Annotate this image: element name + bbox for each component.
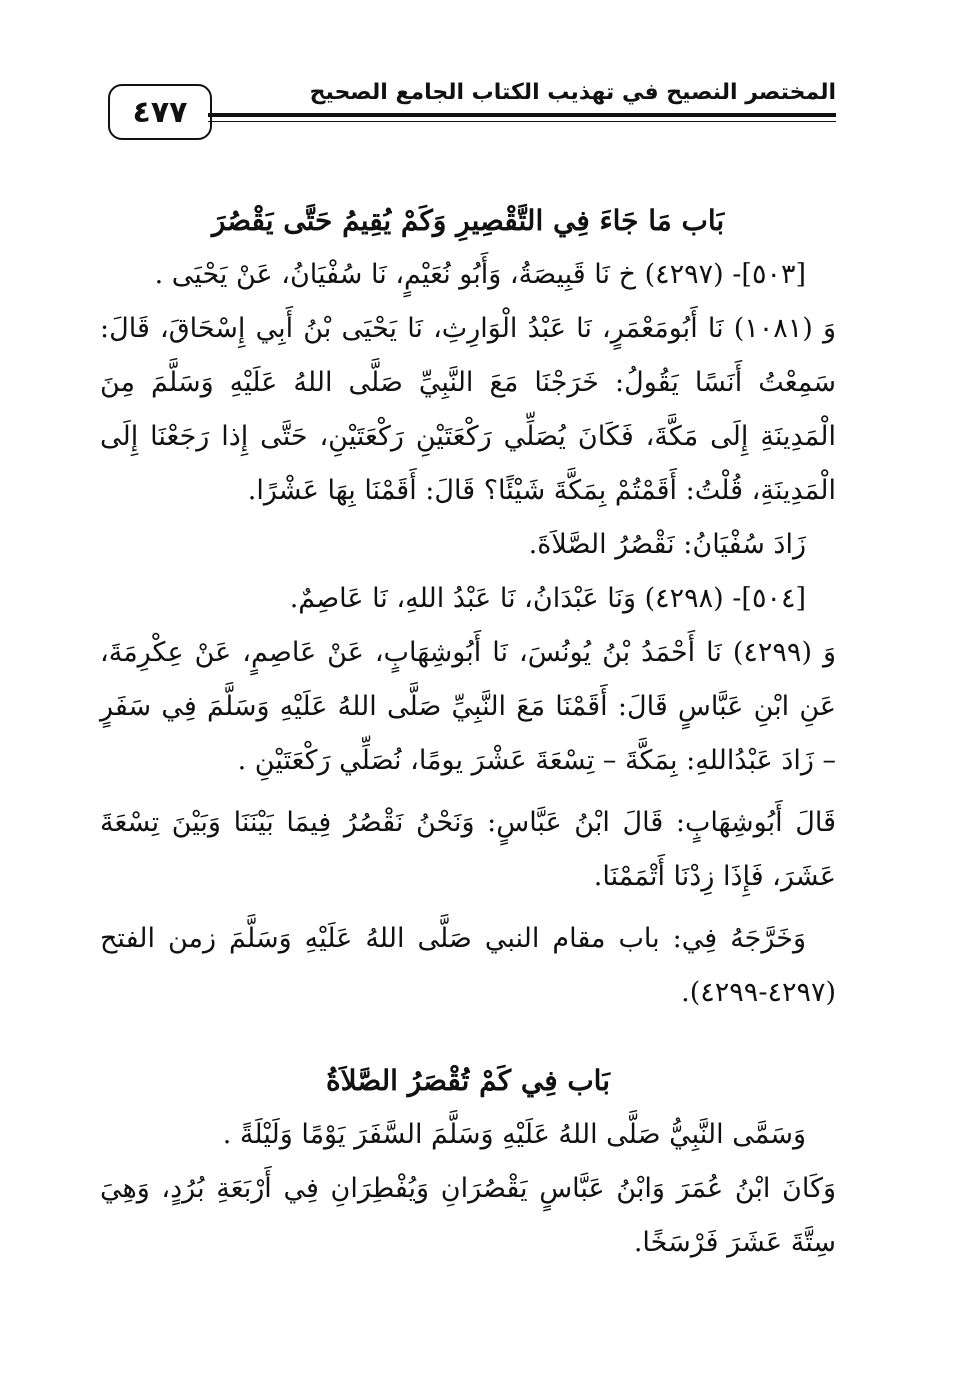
chapter-title: بَاب مَا جَاءَ فِي التَّقْصِيرِ وَكَمْ يُقِيمُ حَتَّى يَقْصُرَ: [211, 204, 725, 237]
header-rule-thin: [208, 121, 836, 122]
hadith-paragraph: [٥٠٤]- (٤٢٩٨) وَنَا عَبْدَانُ، نَا عَبْدُ اللهِ، نَا عَاصِمٌ.: [289, 583, 806, 614]
chapter-title: بَاب فِي كَمْ تُقْصَرُ الصَّلاَةُ: [325, 1064, 611, 1097]
hadith-paragraph: وَ (١٠٨١) نَا أَبُومَعْمَرٍ، نَا عَبْدُ الْوَارِثِ، نَا يَحْيَى بْنُ أَبِي إِسْحَاقَ، قَالَ: سَمِعْتُ أَنَسًا يَقُولُ: خَرَجْنَا مَعَ النَّبِيِّ صَلَّى اللهُ عَلَيْهِ وَسَلَّمَ مِنَ الْمَدِينَةِ إِلَى مَكَّةَ، فَكَانَ يُصَلِّي رَكْعَتَيْنِ رَكْعَتَيْنِ، حَتَّى إِذا رَجَعْنَا إِلَى الْمَدِينَةِ، قُلْتُ: أَقَمْتُمْ بِمَكَّةَ شَيْئًا؟ قَالَ: أَقَمْنَا بِهَا عَشْرًا.: [100, 313, 836, 506]
hadith-paragraph: وَ (٤٢٩٩) نَا أَحْمَدُ بْنُ يُونُسَ، نَا أَبُوشِهَابٍ، عَنْ عَاصِمٍ، عَنْ عِكْرِمَةَ، عَنِ ابْنِ عَبَّاسٍ قَالَ: أَقَمْنَا مَعَ النَّبِيِّ صَلَّى اللهُ عَلَيْهِ وَسَلَّمَ فِي سَفَرٍ – زَادَ عَبْدُاللهِ: بِمَكَّةَ – تِسْعَةَ عَشْرَ يومًا، نُصَلِّي رَكْعَتَيْنِ .: [100, 637, 837, 776]
hadith-paragraph: زَادَ سُفْيَانُ: نَقْصُرُ الصَّلاَةَ.: [528, 529, 806, 560]
hadith-paragraph: وَسَمَّى النَّبِيُّ صَلَّى اللهُ عَلَيْهِ وَسَلَّمَ السَّفَرَ يَوْمًا وَلَيْلَةً .: [222, 1119, 806, 1150]
header-rule: [208, 113, 836, 117]
page-number: ٤٧٧: [108, 84, 212, 140]
section-taqsir: [100, 190, 836, 1020]
cross-reference: وَخَرَّجَهُ فِي: باب مقام النبي صَلَّى اللهُ عَلَيْهِ وَسَلَّمَ زمن الفتح (٤٢٩٧-٤٢٩٩).: [100, 923, 836, 1008]
hadith-paragraph: [٥٠٣]- (٤٢٩٧) خ نَا قَبِيصَةُ، وَأَبُو نُعَيْمٍ، نَا سُفْيَانُ، عَنْ يَحْيَى .: [154, 259, 806, 290]
hadith-paragraph: وَكَانَ ابْنُ عُمَرَ وَابْنُ عَبَّاسٍ يَقْصُرَانِ وَيُفْطِرَانِ فِي أَرْبَعَةِ بُرُدٍ، وَهِيَ سِتَّةَ عَشَرَ فَرْسَخًا.: [100, 1173, 836, 1258]
book-title: المختصر النصيح في تهذيب الكتاب الجامع الصحيح: [309, 80, 836, 105]
hadith-paragraph: قَالَ أَبُوشِهَابٍ: قَالَ ابْنُ عَبَّاسٍ: وَنَحْنُ نَقْصُرُ فِيمَا بَيْنَنَا وَبَيْنَ تِسْعَةَ عَشَرَ، فَإِذَا زِدْنَا أَتْمَمْنَا.: [100, 807, 836, 892]
page-content: [100, 190, 836, 1270]
section-qasr-distance: [100, 1050, 836, 1270]
